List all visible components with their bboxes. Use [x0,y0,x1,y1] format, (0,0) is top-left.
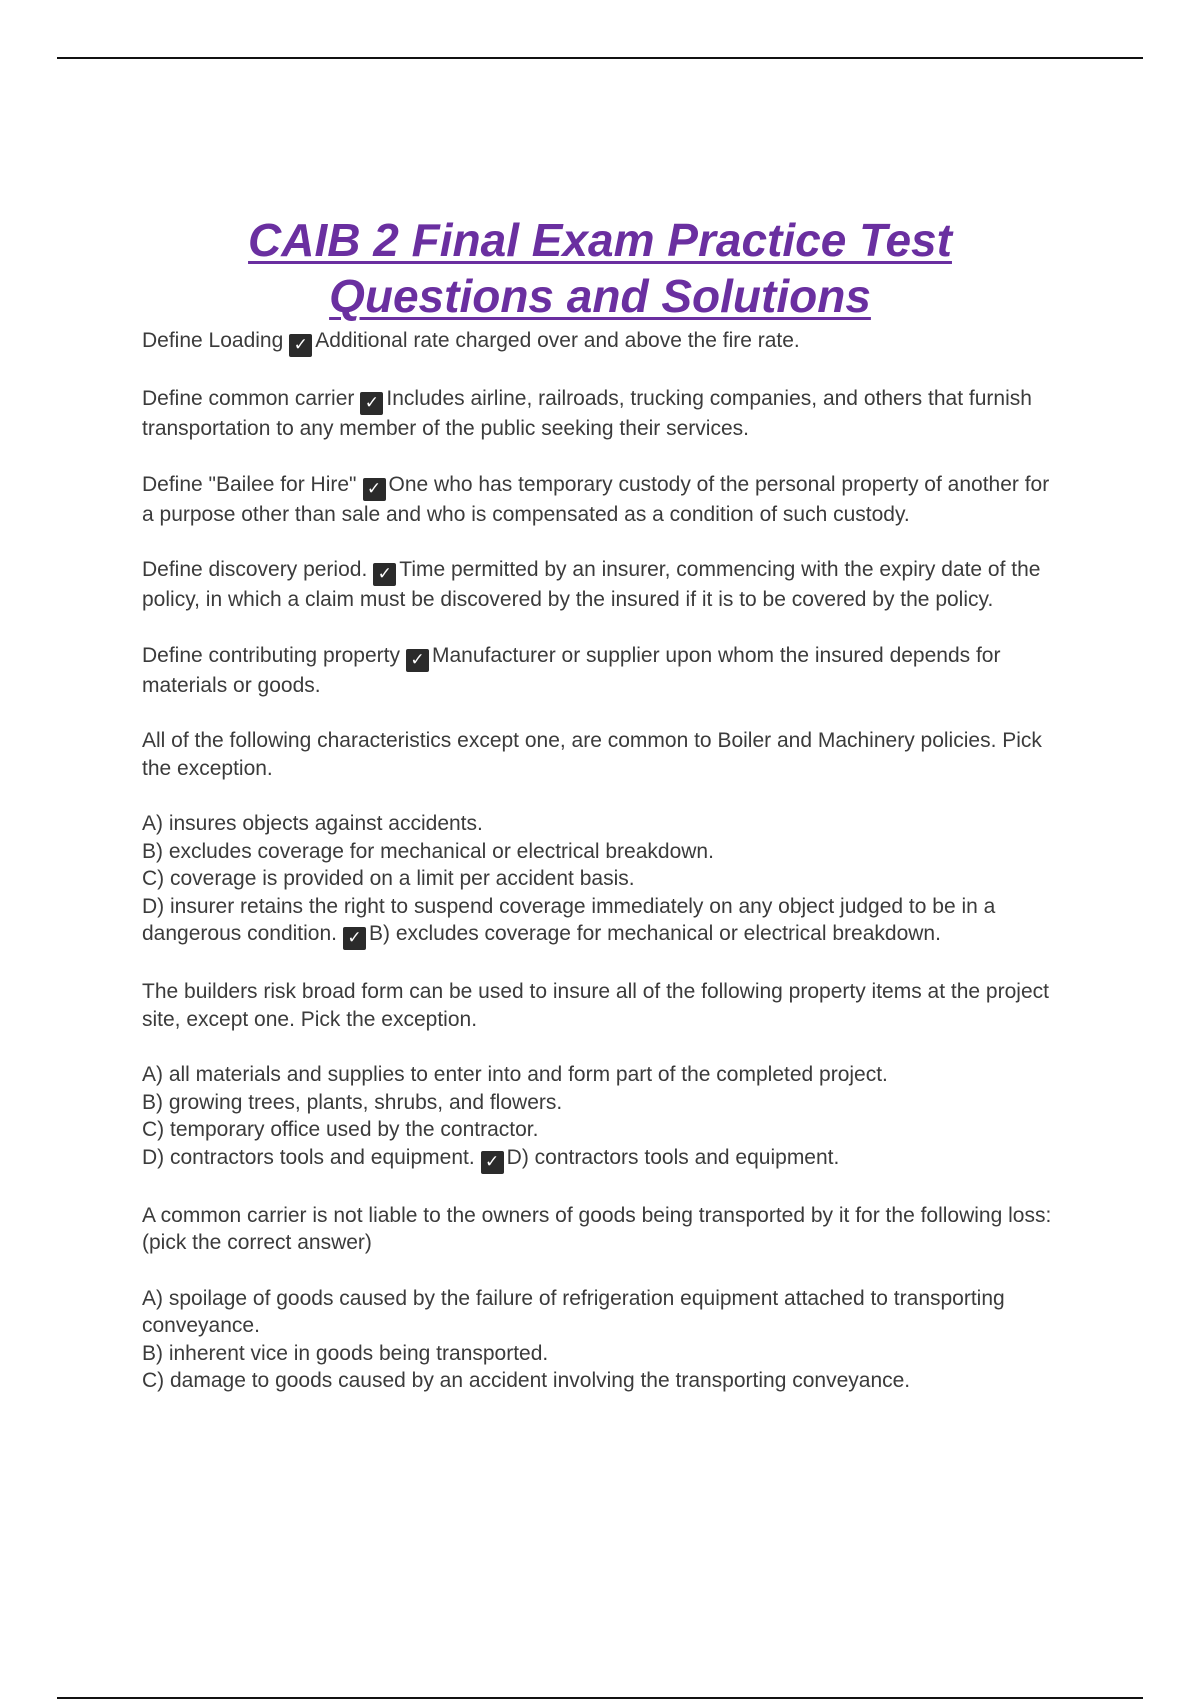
question-text: Define common carrier [142,387,355,410]
mcq1-option-d: D) insurer retains the right to suspend coverage immediately on any object judged to be in a dangerous condition. [142,894,996,945]
mcq2-question: The builders risk broad form can be used to insure all of the following property items at the project site, except one. Pick the exception. [142,980,1049,1031]
answer-text: One who has temporary custody of the personal property of another for a purpose other than sale and who is compensated as a condition of such custody. [142,472,1050,526]
qa-item-discovery-period [142,556,1062,614]
answer-text: Time permitted by an insurer, commencing with the expiry date of the policy, in which a claim must be discovered by the insured if it is to be covered by the policy. [142,558,1041,611]
mcq2-option-d: D) contractors tools and equipment. [142,1145,475,1169]
mcq3-option-a: A) spoilage of goods caused by the failure of refrigeration equipment attached to transporting conveyance. [142,1286,1005,1337]
answer-text: Additional rate charged over and above the fire rate. [315,329,800,352]
mcq1-option-b: B) excludes coverage for mechanical or electrical breakdown. [142,839,714,863]
check-box-icon: ✓ [343,927,366,950]
mcq2-option-a: A) all materials and supplies to enter into and form part of the completed project. [142,1063,888,1086]
qa-item-common-carrier [142,385,1062,443]
title-line-1: CAIB 2 Final Exam Practice Test [248,214,952,266]
mcq1-option-a: A) insures objects against accidents. [142,812,483,835]
mcq2-option-c: C) temporary office used by the contractor. [142,1118,539,1141]
mcq1-answer: B) excludes coverage for mechanical or electrical breakdown. [368,922,941,945]
check-box-icon: ✓ [481,1151,504,1174]
question-text: Define contributing property [142,643,400,667]
mcq1-option-c: C) coverage is provided on a limit per accident basis. [142,867,635,890]
mcq2-options [142,1061,1062,1174]
qa-item-contributing-property [142,642,1062,700]
question-text: Define "Bailee for Hire" [142,472,357,496]
answer-text: Includes airline, railroads, trucking companies, and others that furnish transportation to any member of the public seeking their services. [142,387,1032,440]
answer-text: Manufacturer or supplier upon whom the insured depends for materials or goods. [142,643,1001,697]
mcq2-answer: D) contractors tools and equipment. [506,1145,840,1169]
check-box-icon: ✓ [363,478,386,501]
mcq3-option-b: B) inherent vice in goods being transported. [142,1341,549,1365]
mcq3-options [142,1285,1062,1395]
question-text: Define Loading [142,329,284,352]
title-line-2: Questions and Solutions [329,270,871,322]
mcq1-question: All of the following characteristics except one, are common to Boiler and Machinery policies. Pick the exception. [142,729,1042,780]
mcq3-question: A common carrier is not liable to the owners of goods being transported by it for the following loss: (pick the correct answer) [142,1203,1052,1254]
check-box-icon: ✓ [373,563,396,586]
qa-item-loading [142,327,1062,357]
document-title [140,212,1060,324]
mcq1-option-d-with-answer [142,893,1062,951]
document-body [142,327,1062,1395]
bottom-rule [57,1697,1143,1699]
check-box-icon: ✓ [406,649,429,672]
mcq3-option-c: C) damage to goods caused by an accident involving the transporting conveyance. [142,1369,911,1392]
mcq2-option-d-with-answer [142,1144,1062,1174]
top-rule [57,57,1143,59]
mcq2-option-b: B) growing trees, plants, shrubs, and flowers. [142,1090,563,1114]
question-text: Define discovery period. [142,558,368,581]
check-box-icon: ✓ [360,392,383,415]
mcq1-options [142,810,1062,950]
qa-item-bailee-for-hire [142,471,1062,529]
check-box-icon: ✓ [289,334,312,357]
